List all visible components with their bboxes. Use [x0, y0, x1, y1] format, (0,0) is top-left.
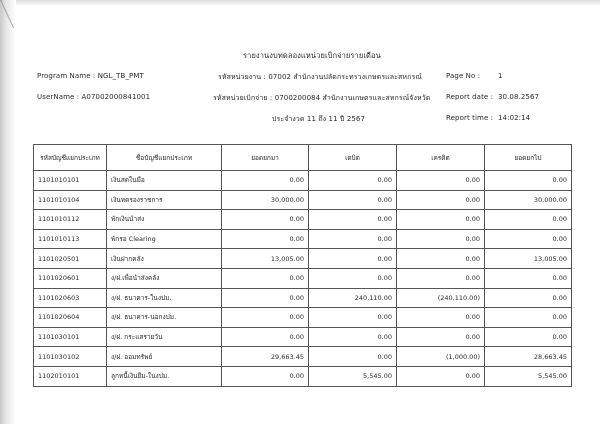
cell-account-code: 1101010104: [34, 190, 107, 210]
cell-account-name: ลูกหนี้เงินยืม-ในงปม.: [107, 366, 222, 386]
cell-credit: (240,110.00): [397, 288, 485, 308]
cell-closing: 0.00: [485, 229, 572, 249]
report-title: รายงานงบทดลองแหน่วยเบิกจ่ายรายเดือน: [243, 51, 381, 60]
cell-closing: 0.00: [485, 268, 572, 288]
cell-account-name: เงินสดในมือ: [107, 171, 222, 191]
cell-closing: 0.00: [485, 288, 572, 308]
cell-debit: 0.00: [309, 249, 397, 269]
table-row: [34, 347, 572, 367]
cell-account-code: 1101020501: [34, 249, 107, 269]
program-name: Program Name : NGL_TB_PMT: [37, 72, 144, 80]
cell-opening: 29,663.45: [222, 347, 309, 367]
cell-account-code: 1101020603: [34, 288, 107, 308]
col-header-account-code: รหัสบัญชีแยกประเภท: [34, 145, 107, 171]
cell-debit: 0.00: [309, 268, 397, 288]
report-period: ประจำงวด 11 ถึง 11 ปี 2567: [272, 115, 366, 123]
scan-shadow: [0, 0, 16, 424]
cell-credit: 0.00: [397, 366, 485, 386]
report-time-label: Report time :: [446, 114, 494, 122]
cell-account-name: พักเงินนำส่ง: [107, 210, 222, 230]
table-header-row: [34, 145, 572, 171]
cell-account-name: ง/ฝ. กระแสรายวัน: [107, 327, 222, 347]
cell-debit: 0.00: [309, 308, 397, 328]
cell-account-code: 1101010113: [34, 229, 107, 249]
table-row: [34, 229, 572, 249]
cell-credit: 0.00: [397, 210, 485, 230]
cell-opening: 30,000.00: [222, 190, 309, 210]
cell-debit: 0.00: [309, 210, 397, 230]
cell-opening: 0.00: [222, 327, 309, 347]
cell-debit: 0.00: [309, 190, 397, 210]
cell-closing: 13,005.00: [485, 249, 572, 269]
report-date-label: Report date :: [446, 93, 494, 101]
page-no-value: 1: [498, 72, 503, 80]
cell-account-name: ง/ฝ.เพื่อนำส่งคลัง: [107, 268, 222, 288]
col-header-closing: ยอดยกไป: [485, 145, 572, 171]
table-row: [34, 308, 572, 328]
cell-account-name: ง/ฝ. ออมทรัพย์: [107, 347, 222, 367]
cell-closing: 5,545.00: [485, 366, 572, 386]
cell-opening: 0.00: [222, 171, 309, 191]
cell-account-name: ง/ฝ. ธนาคาร-นอกงปม.: [107, 308, 222, 328]
report-time-value: 14:02:14: [498, 114, 531, 122]
cell-credit: 0.00: [397, 190, 485, 210]
page-no-label: Page No :: [446, 72, 481, 80]
table-row: [34, 210, 572, 230]
cell-closing: 0.00: [485, 327, 572, 347]
cell-credit: 0.00: [397, 268, 485, 288]
cell-account-name: พักรอ Clearing: [107, 229, 222, 249]
cell-opening: 0.00: [222, 210, 309, 230]
report-date-value: 30.08.2567: [498, 93, 540, 101]
col-header-opening: ยอดยกมา: [222, 145, 309, 171]
cell-account-code: 1101030102: [34, 347, 107, 367]
cell-account-code: 1101020601: [34, 268, 107, 288]
cell-debit: 0.00: [309, 327, 397, 347]
col-header-credit: เครดิต: [397, 145, 485, 171]
cell-account-name: เงินทดรองราชการ: [107, 190, 222, 210]
cell-credit: (1,000.00): [397, 347, 485, 367]
table-row: [34, 288, 572, 308]
cell-account-name: ง/ฝ. ธนาคาร-ในงปม.: [107, 288, 222, 308]
table-row: [34, 366, 572, 386]
cell-closing: 0.00: [485, 308, 572, 328]
cell-credit: 0.00: [397, 229, 485, 249]
cell-account-code: 1101010112: [34, 210, 107, 230]
cell-credit: 0.00: [397, 308, 485, 328]
scan-shadow-top: [16, 0, 600, 6]
cell-debit: 0.00: [309, 229, 397, 249]
scan-fold-mark: [0, 0, 68, 28]
table-row: [34, 327, 572, 347]
cell-debit: 0.00: [309, 347, 397, 367]
table-row: [34, 190, 572, 210]
cell-credit: 0.00: [397, 249, 485, 269]
cell-credit: 0.00: [397, 171, 485, 191]
cell-closing: 28,663.45: [485, 347, 572, 367]
trial-balance-table: [33, 144, 572, 387]
cell-credit: 0.00: [397, 327, 485, 347]
cell-debit: 240,110.00: [309, 288, 397, 308]
cell-account-code: 1101010101: [34, 171, 107, 191]
col-header-account-name: ชื่อบัญชีแยกประเภท: [107, 145, 222, 171]
cell-closing: 0.00: [485, 210, 572, 230]
cell-account-code: 1101020604: [34, 308, 107, 328]
cell-closing: 0.00: [485, 171, 572, 191]
disbursing-unit: รหัสหน่วยเบิกจ่าย : 0700200084 สำนักงานเกษตรและสหกรณ์จังหวัด: [213, 94, 431, 102]
cell-opening: 0.00: [222, 268, 309, 288]
table-row: [34, 171, 572, 191]
cell-account-code: 1101030101: [34, 327, 107, 347]
cell-opening: 0.00: [222, 229, 309, 249]
cell-debit: 5,545.00: [309, 366, 397, 386]
cell-opening: 0.00: [222, 288, 309, 308]
col-header-debit: เดบิต: [309, 145, 397, 171]
cell-opening: 13,005.00: [222, 249, 309, 269]
cell-closing: 30,000.00: [485, 190, 572, 210]
agency-code: รหัสหน่วยงาน : 07002 สำนักงานปลัดกระทรวงเกษตรและสหกรณ์: [218, 73, 422, 81]
cell-account-name: เงินฝากคลัง: [107, 249, 222, 269]
cell-account-code: 1102010101: [34, 366, 107, 386]
table-row: [34, 249, 572, 269]
cell-opening: 0.00: [222, 366, 309, 386]
table-row: [34, 268, 572, 288]
cell-debit: 0.00: [309, 171, 397, 191]
cell-opening: 0.00: [222, 308, 309, 328]
username: UserName : A07002000841001: [37, 93, 151, 101]
